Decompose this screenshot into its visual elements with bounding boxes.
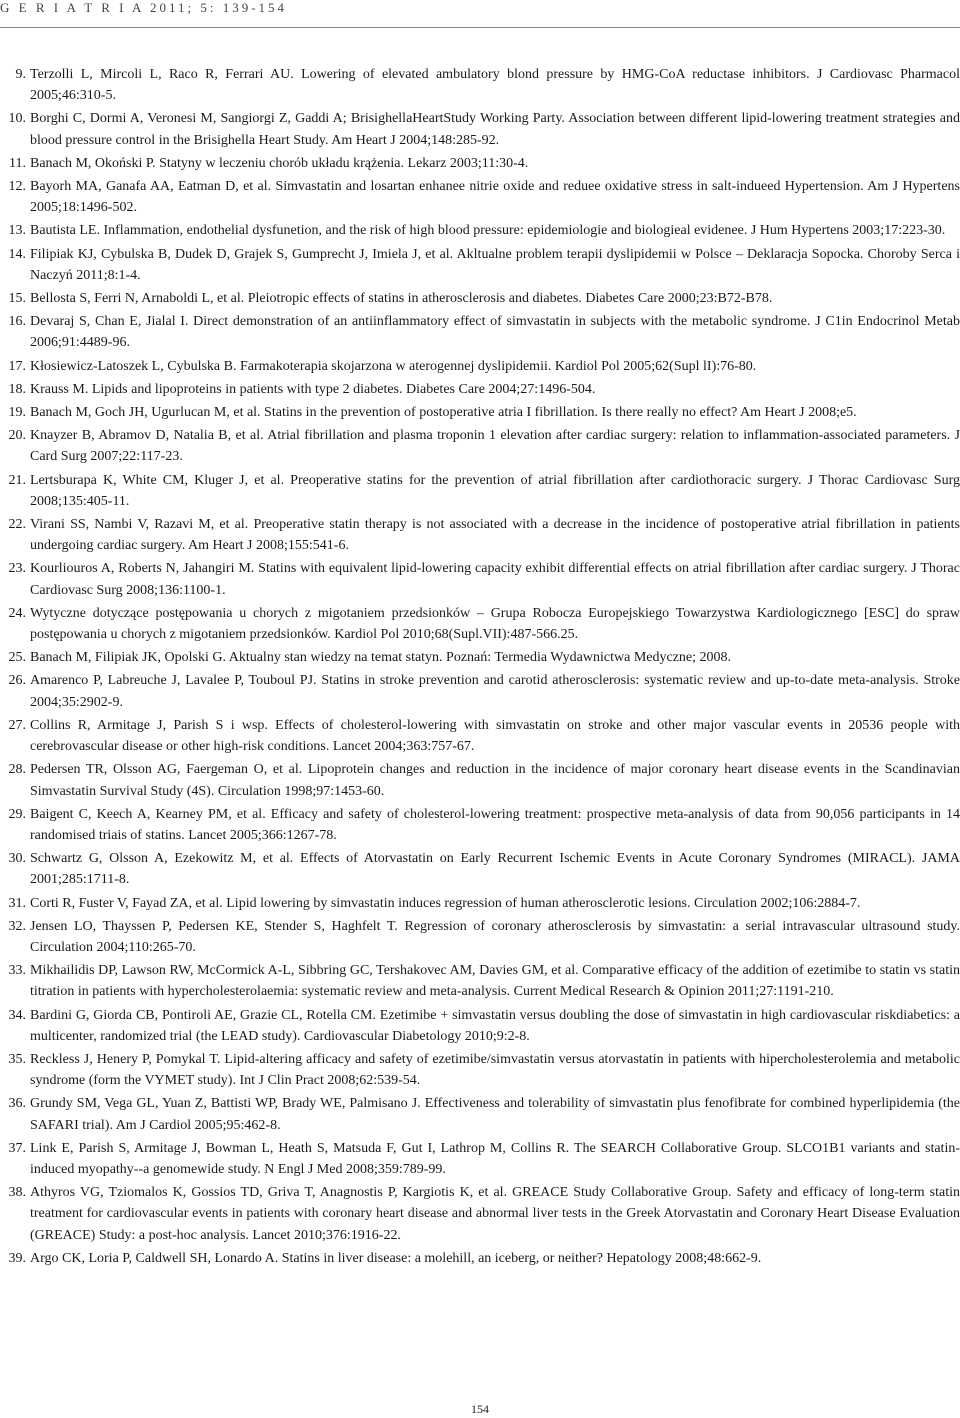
reference-item: [0, 220, 960, 241]
reference-number: 35.: [8, 1051, 26, 1067]
reference-number: 37.: [8, 1140, 26, 1156]
reference-item: [0, 1138, 960, 1180]
reference-item: [0, 108, 960, 150]
reference-number: 16.: [8, 314, 26, 330]
reference-text: Collins R, Armitage J, Parish S i wsp. Effects of cholesterol-lowering with simvastatin on stroke and other major vascular events in 20536 people with cerebrovascular disease or other high-risk conditions. Lancet 2004;363:757-67.: [30, 717, 960, 755]
reference-text: Krauss M. Lipids and lipoproteins in patients with type 2 diabetes. Diabetes Care 2004;27:1496-504.: [30, 381, 596, 397]
reference-number: 25.: [8, 650, 26, 666]
reference-text: Grundy SM, Vega GL, Yuan Z, Battisti WP, Brady WE, Palmisano J. Effectiveness and tolerability of simvastatin plus fenofibrate for combined hyperlipidemia (the SAFARI trial). Am J Cardiol 2005;95:462-8.: [30, 1096, 960, 1133]
reference-item: [0, 558, 960, 600]
reference-number: 33.: [8, 963, 26, 979]
reference-number: 36.: [8, 1096, 26, 1112]
reference-number: 24.: [8, 605, 26, 621]
reference-text: Amarenco P, Labreuche J, Lavalee P, Touboul PJ. Statins in stroke prevention and carotid atherosclerosis: systematic review and up-to-date meta-analysis. Stroke 2004;35:2902-9.: [30, 673, 960, 710]
reference-text: Schwartz G, Olsson A, Ezekowitz M, et al. Effects of Atorvastatin on Early Recurrent Ischemic Events in Acute Coronary Syndromes (MIRACL). JAMA 2001;285:1711-8.: [30, 851, 960, 888]
reference-number: 31.: [8, 895, 26, 911]
reference-item: [0, 848, 960, 890]
reference-number: 9.: [15, 67, 26, 82]
reference-item: [0, 311, 960, 353]
reference-text: Banach M, Okoński P. Statyny w leczeniu chorób układu krążenia. Lekarz 2003;11:30-4.: [30, 155, 529, 171]
reference-text: Kłosiewicz-Latoszek L, Cybulska B. Farmakoterapia skojarzona w aterogennej dyslipidemii. Kardiol Pol 2005;62(Supl lI):76-80.: [30, 358, 757, 374]
reference-text: Terzolli L, Mircoli L, Raco R, Ferrari AU. Lowering of elevated ambulatory blond pressure by HMG-CoA reductase inhibitors. J Cardiovasc Pharmacol 2005;46:310-5.: [30, 67, 960, 104]
reference-text: Athyros VG, Tziomalos K, Gossios TD, Griva T, Anagnostis P, Kargiotis K, et al. GREACE Study Collaborative Group. Safety and efficacy of long-term statin treatment for cardiovascular events in patients with coronary heart disease and abnormal liver tests in the Greek Atorvastatin and Coronary Heart Disease Evaluation (GREACE) Study: a post-hoc analysis. Lancet 2010;376:1916-22.: [30, 1185, 960, 1243]
reference-item: [0, 804, 960, 846]
reference-number: 12.: [8, 179, 26, 195]
reference-number: 20.: [8, 428, 26, 444]
reference-text: Filipiak KJ, Cybulska B, Dudek D, Grajek S, Gumprecht J, Imiela J, et al. Akltualne problem terapii dyslipidemii w Polsce – Deklaracja Sopocka. Choroby Serca i Naczyń 2011;8:1-4.: [30, 246, 960, 283]
reference-text: Bardini G, Giorda CB, Pontiroli AE, Grazie CL, Rotella CM. Ezetimibe + simvastatin versus doubling the dose of simvastatin in high cardiovascular riskdiabetics: a multicenter, randomized trial (the LEAD study). Cardiovascular Diabetology 2010;9:2-8.: [30, 1007, 960, 1044]
reference-list: [0, 64, 960, 1271]
reference-number: 26.: [8, 673, 26, 689]
reference-number: 19.: [8, 405, 26, 421]
reference-item: [0, 916, 960, 958]
reference-number: 13.: [8, 223, 26, 239]
reference-number: 21.: [8, 472, 26, 488]
running-head: G E R I A T R I A 2011; 5: 139-154: [0, 0, 288, 15]
reference-item: [0, 1182, 960, 1246]
reference-item: [0, 356, 960, 377]
reference-text: Knayzer B, Abramov D, Natalia B, et al. Atrial fibrillation and plasma troponin 1 elevation after cardiac surgery: relation to inflammation-associated parameters. J Card Surg 2007;22:117-23.: [30, 428, 960, 465]
reference-text: Lertsburapa K, White CM, Kluger J, et al. Preoperative statins for the prevention of atrial fibrillation after cardiothoracic surgery. J Thorac Cardiovasc Surg 2008;135:405-11.: [30, 472, 960, 509]
reference-item: [0, 514, 960, 556]
reference-item: [0, 379, 960, 400]
reference-item: [0, 470, 960, 512]
reference-text: Banach M, Filipiak JK, Opolski G. Aktualny stan wiedzy na temat statyn. Poznań: Termedia Wydawnictwa Medyczne; 2008.: [30, 650, 732, 666]
reference-text: Pedersen TR, Olsson AG, Faergeman O, et al. Lipoprotein changes and reduction in the incidence of major coronary heart disease events in the Scandinavian Simvastatin Survival Study (4S). Circulation 1998;97:1453-60.: [30, 762, 960, 799]
reference-item: [0, 893, 960, 914]
reference-number: 14.: [8, 246, 26, 262]
reference-item: [0, 960, 960, 1002]
reference-item: [0, 759, 960, 801]
reference-item: [0, 64, 960, 106]
reference-number: 39.: [8, 1250, 26, 1266]
reference-number: 32.: [8, 918, 26, 934]
reference-text: Devaraj S, Chan E, Jialal I. Direct demonstration of an antiinflammatory effect of simvastatin in subjects with the metabolic syndrome. J C1in Endocrinol Metab 2006;91:4489-96.: [30, 314, 960, 351]
reference-text: Baigent C, Keech A, Kearney PM, et al. Efficacy and safety of cholesterol-lowering treatment: prospective meta-analysis of data from 90,056 participants in 14 randomised triais of statins. Lancet 2005;366:1267-78.: [30, 806, 960, 843]
reference-number: 23.: [8, 561, 26, 577]
page-number: 154: [471, 1402, 489, 1416]
reference-text: Link E, Parish S, Armitage J, Bowman L, Heath S, Matsuda F, Gut I, Lathrop M, Collins R. The SEARCH Collaborative Group. SLCO1B1 variants and statin-induced myopathy--a genomewide study. N Engl J Med 2008;359:789-99.: [30, 1140, 960, 1177]
reference-number: 11.: [9, 155, 26, 171]
reference-item: [0, 1005, 960, 1047]
reference-number: 18.: [8, 381, 26, 397]
reference-item: [0, 715, 960, 757]
reference-item: [0, 244, 960, 286]
reference-text: Bautista LE. Inflammation, endothelial dysfunetion, and the risk of high blood pressure: epidemiologie and biologieal evidenee. J Hum Hypertens 2003;17:223-30.: [30, 223, 946, 239]
reference-text: Borghi C, Dormi A, Veronesi M, Sangiorgi Z, Gaddi A; BrisighellaHeartStudy Working Party. Association between different lipid-lowering treatment strategies and blood pressure control in the Brisighella Heart Study. Am Heart J 2004;148:285-92.: [30, 111, 960, 148]
reference-item: [0, 176, 960, 218]
reference-number: 38.: [8, 1185, 26, 1201]
reference-number: 10.: [8, 111, 26, 127]
reference-text: Banach M, Goch JH, Ugurlucan M, et al. Statins in the prevention of postoperative atria I fibrillation. Is there really no effect? Am Heart J 2008;e5.: [30, 405, 857, 421]
reference-number: 30.: [8, 851, 26, 867]
reference-number: 29.: [8, 806, 26, 822]
reference-text: Virani SS, Nambi V, Razavi M, et al. Preoperative statin therapy is not associated with a decrease in the incidence of postoperative atrial fibrillation in patients undergoing cardiac surgery. Am Heart J 2008;155:541-6.: [30, 517, 960, 554]
reference-text: Bellosta S, Ferri N, Arnaboldi L, et al. Pleiotropic effects of statins in atherosclerosis and diabetes. Diabetes Care 2000;23:B72-B78.: [30, 291, 773, 307]
reference-item: [0, 1093, 960, 1135]
reference-item: [0, 603, 960, 645]
reference-item: [0, 425, 960, 467]
reference-text: Mikhailidis DP, Lawson RW, McCormick A-L, Sibbring GC, Tershakovec AM, Davies GM, et al. Comparative efficacy of the addition of ezetimibe to statin vs statin titration in patients with hypercholesterolaemia: systematic review and meta-analysis. Current Medical Research & Opinion 2011;27:1191-210.: [30, 963, 960, 1000]
reference-item: [0, 402, 960, 423]
reference-text: Kourliouros A, Roberts N, Jahangiri M. Statins with equivalent lipid-lowering capacity exhibit differential effects on atrial fibrillation after cardiac surgery. J Thorac Cardiovasc Surg 2008;136:1100-1.: [30, 561, 960, 598]
reference-item: [0, 1248, 960, 1269]
reference-text: Bayorh MA, Ganafa AA, Eatman D, et al. Simvastatin and losartan enhanee nitrie oxide and reduee oxidative stress in salt-indueed Hypertension. Am J Hypertens 2005;18:1496-502.: [30, 179, 960, 216]
header-rule: [0, 27, 960, 28]
reference-item: [0, 670, 960, 712]
reference-text: Wytyczne dotyczące postępowania u chorych z migotaniem przedsionków – Grupa Robocza Europejskiego Towarzystwa Kardiologicznego [ESC] do spraw postępowania u chorych z migotaniem przedsionków. Kardiol Pol 2010;68(Supl.VII):487-566.25.: [30, 605, 960, 643]
reference-text: Argo CK, Loria P, Caldwell SH, Lonardo A. Statins in liver disease: a molehill, an iceberg, or neither? Hepatology 2008;48:662-9.: [30, 1250, 762, 1266]
reference-item: [0, 153, 960, 174]
reference-number: 22.: [8, 517, 26, 533]
reference-item: [0, 647, 960, 668]
reference-number: 34.: [8, 1007, 26, 1023]
reference-item: [0, 288, 960, 309]
reference-number: 17.: [8, 358, 26, 374]
reference-number: 15.: [8, 291, 26, 307]
reference-text: Corti R, Fuster V, Fayad ZA, et al. Lipid lowering by simvastatin induces regression of human atherosclerotic lesions. Circulation 2002;106:2884-7.: [30, 895, 861, 911]
reference-text: Jensen LO, Thayssen P, Pedersen KE, Stender S, Haghfelt T. Regression of coronary atherosclerosis by simvastatin: a serial intravascular ultrasound study. Circulation 2004;110:265-70.: [30, 918, 960, 955]
reference-item: [0, 1049, 960, 1091]
reference-text: Reckless J, Henery P, Pomykal T. Lipid-altering afficacy and safety of ezetimibe/simvastatin versus atorvastatin in patients with hipercholesterolemia and metabolic syndrome (form the VYMET study). Int J Clin Pract 2008;62:539-54.: [30, 1051, 960, 1089]
reference-number: 27.: [8, 717, 26, 733]
reference-number: 28.: [8, 762, 26, 778]
